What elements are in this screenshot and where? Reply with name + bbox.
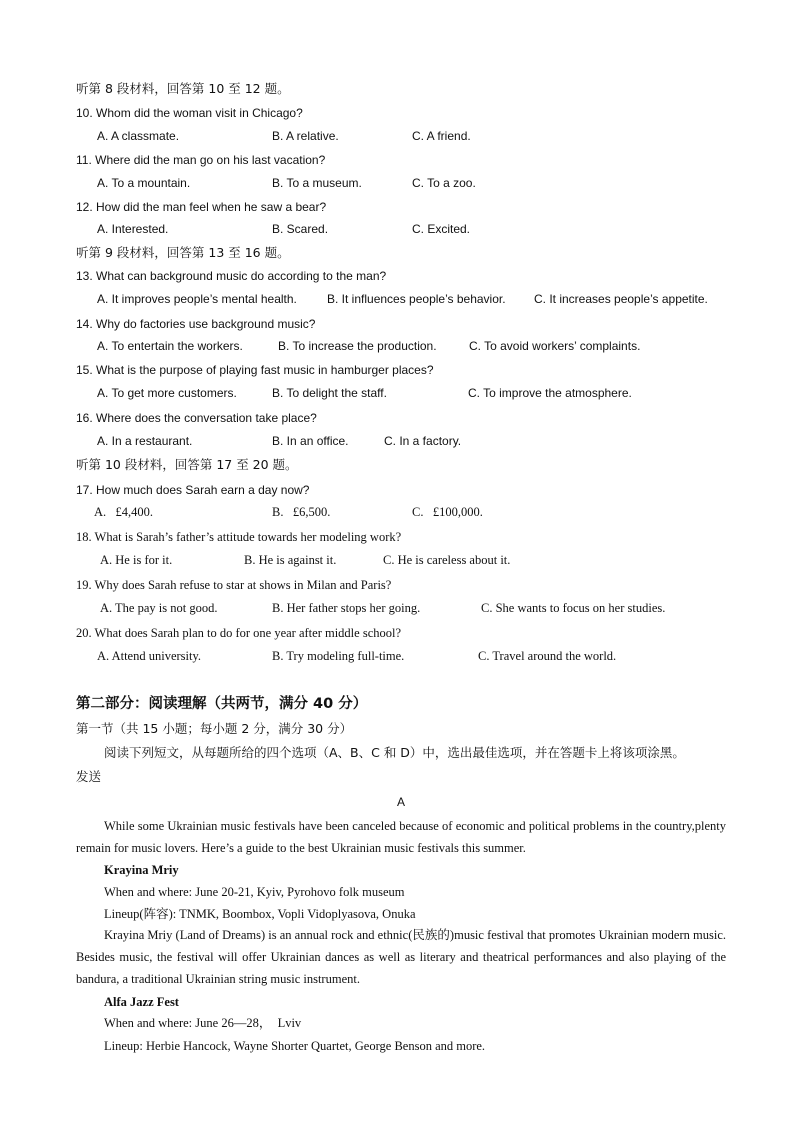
q20-option-c[interactable]: C. Travel around the world. — [478, 649, 617, 663]
q18-option-b[interactable]: B. He is against it. — [244, 553, 337, 567]
question-18: 18. What is Sarah’s father’s attitude towards her modeling work? — [76, 530, 402, 544]
festival-1-description: Krayina Mriy (Land of Dreams) is an annual rock and ethnic(民族的)music festival that promotes Ukrainian modern music. Besides music, the festival will offer Ukrainian dances as well as literary and theatrical performances and also playing of the bandura, a traditional Ukrainian string music instrument. — [76, 928, 726, 986]
q13-option-a[interactable]: A. It improves people’s mental health. — [97, 292, 297, 306]
festival-2-when: When and where: June 26—28， Lviv — [104, 1016, 302, 1030]
question-16: 16. Where does the conversation take place? — [76, 411, 317, 425]
question-13: 13. What can background music do according to the man? — [76, 269, 387, 283]
question-14: 14. Why do factories use background music? — [76, 317, 316, 331]
q17-option-c[interactable]: C. £100,000. — [412, 505, 483, 519]
q19-option-a[interactable]: A. The pay is not good. — [100, 601, 218, 615]
q15-option-b[interactable]: B. To delight the staff. — [272, 386, 387, 400]
question-17: 17. How much does Sarah earn a day now? — [76, 483, 310, 497]
q17-option-b[interactable]: B. £6,500. — [272, 505, 331, 519]
q14-option-a[interactable]: A. To entertain the workers. — [97, 339, 243, 353]
section-8-instruction: 听第 8 段材料，回答第 10 至 12 题。 — [76, 81, 290, 96]
q16-option-c[interactable]: C. In a factory. — [384, 434, 462, 448]
q15-option-c[interactable]: C. To improve the atmosphere. — [468, 386, 632, 400]
q12-option-b[interactable]: B. Scared. — [272, 222, 329, 236]
q18-option-a[interactable]: A. He is for it. — [100, 553, 173, 567]
question-10: 10. Whom did the woman visit in Chicago? — [76, 106, 303, 120]
question-12: 12. How did the man feel when he saw a bear? — [76, 200, 327, 214]
festival-2-lineup: Lineup: Herbie Hancock, Wayne Shorter Quartet, George Benson and more. — [104, 1039, 486, 1053]
q16-option-b[interactable]: B. In an office. — [272, 434, 349, 448]
q15-option-a[interactable]: A. To get more customers. — [97, 386, 237, 400]
festival-1-name: Krayina Mriy — [104, 863, 179, 877]
q13-option-b[interactable]: B. It influences people’s behavior. — [327, 292, 506, 306]
q11-option-b[interactable]: B. To a museum. — [272, 176, 362, 190]
send-text: 发送 — [76, 769, 102, 784]
q12-option-c[interactable]: C. Excited. — [412, 222, 471, 236]
question-11: 11. Where did the man go on his last vacation? — [76, 153, 326, 167]
q10-option-c[interactable]: C. A friend. — [412, 129, 471, 143]
festival-1-when: When and where: June 20-21, Kyiv, Pyrohovo folk museum — [104, 885, 405, 899]
q11-option-a[interactable]: A. To a mountain. — [97, 176, 191, 190]
passage-label: A — [397, 795, 406, 809]
part-two-title: 第二部分：阅读理解（共两节，满分 40 分） — [76, 696, 368, 712]
q17-option-a[interactable]: A. £4,400. — [94, 505, 154, 519]
festival-1-lineup: Lineup(阵容): TNMK, Boombox, Vopli Vidoplyasova, Onuka — [104, 907, 416, 921]
q18-option-c[interactable]: C. He is careless about it. — [383, 553, 511, 567]
section-10-instruction: 听第 10 段材料，回答第 17 至 20 题。 — [76, 457, 298, 472]
q19-option-c[interactable]: C. She wants to focus on her studies. — [481, 601, 666, 615]
q12-option-a[interactable]: A. Interested. — [97, 222, 169, 236]
q20-option-a[interactable]: A. Attend university. — [97, 649, 202, 663]
question-19: 19. Why does Sarah refuse to star at shows in Milan and Paris? — [76, 578, 392, 592]
q13-option-c[interactable]: C. It increases people’s appetite. — [534, 292, 708, 306]
q14-option-b[interactable]: B. To increase the production. — [278, 339, 437, 353]
question-20: 20. What does Sarah plan to do for one year after middle school? — [76, 626, 402, 640]
q19-option-b[interactable]: B. Her father stops her going. — [272, 601, 421, 615]
festival-2-name: Alfa Jazz Fest — [104, 995, 179, 1009]
q20-option-b[interactable]: B. Try modeling full-time. — [272, 649, 405, 663]
q16-option-a[interactable]: A. In a restaurant. — [97, 434, 193, 448]
passage-intro: While some Ukrainian music festivals have been canceled because of economic and political problems in the country,plenty remain for music lovers. Here’s a guide to the best Ukrainian music festivals this summer. — [76, 819, 726, 855]
q10-option-b[interactable]: B. A relative. — [272, 129, 339, 143]
section-one-title: 第一节（共 15 小题；每小题 2 分，满分 30 分） — [76, 721, 353, 736]
q10-option-a[interactable]: A. A classmate. — [97, 129, 180, 143]
section-9-instruction: 听第 9 段材料，回答第 13 至 16 题。 — [76, 245, 290, 260]
question-15: 15. What is the purpose of playing fast music in hamburger places? — [76, 363, 434, 377]
q11-option-c[interactable]: C. To a zoo. — [412, 176, 476, 190]
q14-option-c[interactable]: C. To avoid workers’ complaints. — [469, 339, 641, 353]
reading-instruction: 阅读下列短文，从每题所给的四个选项（A、B、C 和 D）中，选出最佳选项，并在答题卡上将该项涂黑。 — [104, 745, 685, 760]
